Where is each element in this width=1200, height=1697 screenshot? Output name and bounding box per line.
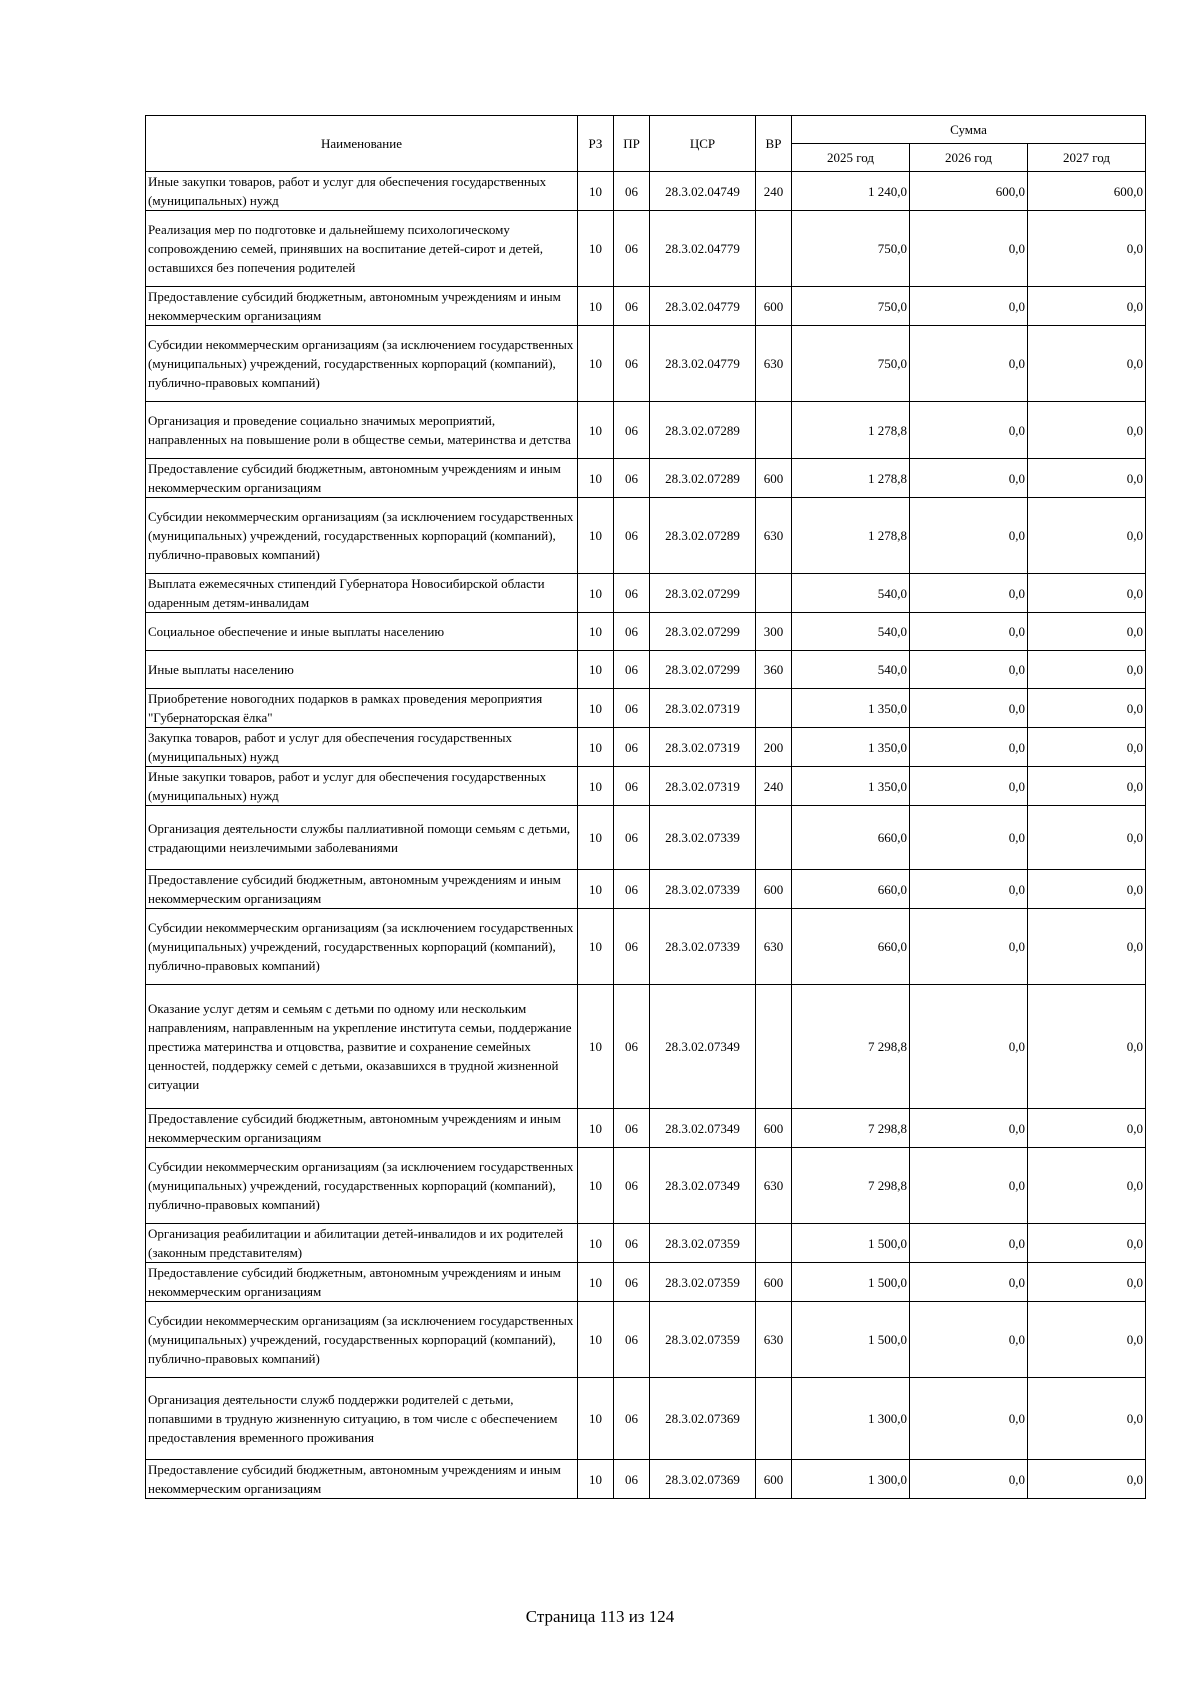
cell-name: Организация деятельности службы паллиативной помощи семьям с детьми, страдающими неизлечимыми заболеваниями bbox=[146, 806, 578, 870]
cell-csr: 28.3.02.04779 bbox=[650, 287, 756, 326]
cell-rz: 10 bbox=[578, 1302, 614, 1378]
cell-2025: 1 278,8 bbox=[792, 498, 910, 574]
cell-vr: 600 bbox=[756, 1109, 792, 1148]
cell-csr: 28.3.02.07339 bbox=[650, 870, 756, 909]
cell-vr bbox=[756, 985, 792, 1109]
cell-csr: 28.3.02.07359 bbox=[650, 1224, 756, 1263]
cell-2025: 750,0 bbox=[792, 326, 910, 402]
cell-pr: 06 bbox=[614, 1378, 650, 1460]
cell-2025: 1 278,8 bbox=[792, 459, 910, 498]
cell-rz: 10 bbox=[578, 909, 614, 985]
cell-2026: 0,0 bbox=[910, 806, 1028, 870]
cell-2026: 0,0 bbox=[910, 402, 1028, 459]
cell-pr: 06 bbox=[614, 689, 650, 728]
cell-2026: 0,0 bbox=[910, 1148, 1028, 1224]
cell-name: Субсидии некоммерческим организациям (за исключением государственных (муниципальных) учреждений, государственных корпораций (компаний), публично-правовых компаний) bbox=[146, 1302, 578, 1378]
cell-2027: 600,0 bbox=[1028, 172, 1146, 211]
table-row bbox=[146, 172, 1146, 211]
cell-rz: 10 bbox=[578, 1460, 614, 1499]
cell-2027: 0,0 bbox=[1028, 287, 1146, 326]
cell-2027: 0,0 bbox=[1028, 909, 1146, 985]
cell-2025: 1 240,0 bbox=[792, 172, 910, 211]
cell-2027: 0,0 bbox=[1028, 1148, 1146, 1224]
cell-pr: 06 bbox=[614, 326, 650, 402]
cell-csr: 28.3.02.07339 bbox=[650, 806, 756, 870]
cell-csr: 28.3.02.07319 bbox=[650, 728, 756, 767]
table-row bbox=[146, 613, 1146, 651]
cell-name: Реализация мер по подготовке и дальнейшему психологическому сопровождению семей, принявших на воспитание детей-сирот и детей, оставшихся без попечения родителей bbox=[146, 211, 578, 287]
cell-vr bbox=[756, 689, 792, 728]
cell-2026: 0,0 bbox=[910, 870, 1028, 909]
cell-rz: 10 bbox=[578, 574, 614, 613]
cell-2026: 0,0 bbox=[910, 1378, 1028, 1460]
cell-name: Организация реабилитации и абилитации детей-инвалидов и их родителей (законным представителям) bbox=[146, 1224, 578, 1263]
table-body bbox=[146, 172, 1146, 1499]
cell-2025: 7 298,8 bbox=[792, 1148, 910, 1224]
cell-rz: 10 bbox=[578, 806, 614, 870]
table-row bbox=[146, 459, 1146, 498]
budget-table bbox=[145, 115, 1146, 1499]
cell-2025: 1 300,0 bbox=[792, 1378, 910, 1460]
cell-vr bbox=[756, 1224, 792, 1263]
cell-name: Предоставление субсидий бюджетным, автономным учреждениям и иным некоммерческим организациям bbox=[146, 287, 578, 326]
cell-2027: 0,0 bbox=[1028, 689, 1146, 728]
cell-csr: 28.3.02.07299 bbox=[650, 651, 756, 689]
cell-2025: 1 350,0 bbox=[792, 689, 910, 728]
cell-name: Предоставление субсидий бюджетным, автономным учреждениям и иным некоммерческим организациям bbox=[146, 459, 578, 498]
cell-pr: 06 bbox=[614, 1148, 650, 1224]
cell-vr: 630 bbox=[756, 1302, 792, 1378]
cell-csr: 28.3.02.07349 bbox=[650, 1148, 756, 1224]
cell-pr: 06 bbox=[614, 1263, 650, 1302]
header-name: Наименование bbox=[146, 116, 578, 172]
cell-rz: 10 bbox=[578, 613, 614, 651]
cell-name: Организация деятельности служб поддержки родителей с детьми, попавшими в трудную жизненную ситуацию, в том числе с обеспечением предоставления временного проживания bbox=[146, 1378, 578, 1460]
cell-2026: 0,0 bbox=[910, 613, 1028, 651]
cell-rz: 10 bbox=[578, 459, 614, 498]
table-row bbox=[146, 1109, 1146, 1148]
table-row bbox=[146, 870, 1146, 909]
cell-pr: 06 bbox=[614, 1460, 650, 1499]
cell-2027: 0,0 bbox=[1028, 1460, 1146, 1499]
table-row bbox=[146, 689, 1146, 728]
cell-name: Иные закупки товаров, работ и услуг для обеспечения государственных (муниципальных) нужд bbox=[146, 172, 578, 211]
cell-rz: 10 bbox=[578, 287, 614, 326]
cell-2027: 0,0 bbox=[1028, 985, 1146, 1109]
cell-rz: 10 bbox=[578, 689, 614, 728]
cell-2025: 750,0 bbox=[792, 287, 910, 326]
cell-2025: 660,0 bbox=[792, 909, 910, 985]
cell-vr: 240 bbox=[756, 172, 792, 211]
cell-2026: 0,0 bbox=[910, 767, 1028, 806]
cell-vr bbox=[756, 402, 792, 459]
cell-csr: 28.3.02.07319 bbox=[650, 767, 756, 806]
cell-2025: 1 278,8 bbox=[792, 402, 910, 459]
cell-rz: 10 bbox=[578, 767, 614, 806]
cell-2026: 0,0 bbox=[910, 651, 1028, 689]
cell-2026: 0,0 bbox=[910, 574, 1028, 613]
cell-name: Оказание услуг детям и семьям с детьми по одному или нескольким направлениям, направленным на укрепление института семьи, поддержание престижа материнства и отцовства, развитие и сохранение семейных ценностей, поддержку семей с детьми, оказавшихся в трудной жизненной ситуации bbox=[146, 985, 578, 1109]
cell-csr: 28.3.02.07289 bbox=[650, 402, 756, 459]
table-row bbox=[146, 402, 1146, 459]
cell-rz: 10 bbox=[578, 1263, 614, 1302]
cell-2026: 0,0 bbox=[910, 211, 1028, 287]
cell-pr: 06 bbox=[614, 985, 650, 1109]
cell-csr: 28.3.02.07319 bbox=[650, 689, 756, 728]
cell-name: Иные закупки товаров, работ и услуг для обеспечения государственных (муниципальных) нужд bbox=[146, 767, 578, 806]
table-row bbox=[146, 574, 1146, 613]
cell-rz: 10 bbox=[578, 1109, 614, 1148]
cell-2027: 0,0 bbox=[1028, 806, 1146, 870]
table-row bbox=[146, 909, 1146, 985]
cell-vr: 630 bbox=[756, 909, 792, 985]
cell-name: Предоставление субсидий бюджетным, автономным учреждениям и иным некоммерческим организациям bbox=[146, 870, 578, 909]
cell-2025: 540,0 bbox=[792, 574, 910, 613]
cell-vr: 600 bbox=[756, 1460, 792, 1499]
cell-name: Иные выплаты населению bbox=[146, 651, 578, 689]
cell-pr: 06 bbox=[614, 728, 650, 767]
cell-2027: 0,0 bbox=[1028, 1109, 1146, 1148]
cell-vr bbox=[756, 211, 792, 287]
cell-name: Субсидии некоммерческим организациям (за исключением государственных (муниципальных) учреждений, государственных корпораций (компаний), публично-правовых компаний) bbox=[146, 1148, 578, 1224]
table-row bbox=[146, 1148, 1146, 1224]
cell-rz: 10 bbox=[578, 498, 614, 574]
cell-name: Предоставление субсидий бюджетным, автономным учреждениям и иным некоммерческим организациям bbox=[146, 1109, 578, 1148]
cell-2025: 660,0 bbox=[792, 806, 910, 870]
cell-pr: 06 bbox=[614, 1224, 650, 1263]
cell-2025: 1 500,0 bbox=[792, 1263, 910, 1302]
cell-2027: 0,0 bbox=[1028, 613, 1146, 651]
cell-pr: 06 bbox=[614, 498, 650, 574]
cell-pr: 06 bbox=[614, 211, 650, 287]
header-2026: 2026 год bbox=[910, 144, 1028, 172]
cell-2027: 0,0 bbox=[1028, 651, 1146, 689]
table-row bbox=[146, 287, 1146, 326]
cell-pr: 06 bbox=[614, 613, 650, 651]
cell-name: Социальное обеспечение и иные выплаты населению bbox=[146, 613, 578, 651]
cell-2027: 0,0 bbox=[1028, 211, 1146, 287]
cell-vr: 240 bbox=[756, 767, 792, 806]
cell-2025: 1 500,0 bbox=[792, 1224, 910, 1263]
cell-name: Субсидии некоммерческим организациям (за исключением государственных (муниципальных) учреждений, государственных корпораций (компаний), публично-правовых компаний) bbox=[146, 909, 578, 985]
cell-pr: 06 bbox=[614, 909, 650, 985]
cell-2026: 0,0 bbox=[910, 1460, 1028, 1499]
cell-vr: 300 bbox=[756, 613, 792, 651]
cell-name: Субсидии некоммерческим организациям (за исключением государственных (муниципальных) учреждений, государственных корпораций (компаний), публично-правовых компаний) bbox=[146, 498, 578, 574]
cell-rz: 10 bbox=[578, 326, 614, 402]
cell-name: Выплата ежемесячных стипендий Губернатора Новосибирской области одаренным детям-инвалидам bbox=[146, 574, 578, 613]
header-2027: 2027 год bbox=[1028, 144, 1146, 172]
header-sum: Сумма bbox=[792, 116, 1146, 144]
cell-csr: 28.3.02.07359 bbox=[650, 1302, 756, 1378]
cell-pr: 06 bbox=[614, 172, 650, 211]
cell-vr: 600 bbox=[756, 287, 792, 326]
cell-rz: 10 bbox=[578, 1378, 614, 1460]
cell-2027: 0,0 bbox=[1028, 326, 1146, 402]
cell-csr: 28.3.02.04779 bbox=[650, 211, 756, 287]
cell-vr: 360 bbox=[756, 651, 792, 689]
cell-csr: 28.3.02.07349 bbox=[650, 1109, 756, 1148]
cell-2026: 0,0 bbox=[910, 1302, 1028, 1378]
cell-csr: 28.3.02.07299 bbox=[650, 574, 756, 613]
cell-2027: 0,0 bbox=[1028, 728, 1146, 767]
table-row bbox=[146, 211, 1146, 287]
cell-2026: 0,0 bbox=[910, 459, 1028, 498]
table-row bbox=[146, 728, 1146, 767]
cell-rz: 10 bbox=[578, 1148, 614, 1224]
cell-2026: 0,0 bbox=[910, 287, 1028, 326]
cell-2027: 0,0 bbox=[1028, 1302, 1146, 1378]
cell-2025: 1 300,0 bbox=[792, 1460, 910, 1499]
cell-2027: 0,0 bbox=[1028, 402, 1146, 459]
cell-2025: 1 350,0 bbox=[792, 728, 910, 767]
cell-name: Организация и проведение социально значимых мероприятий, направленных на повышение роли в обществе семьи, материнства и детства bbox=[146, 402, 578, 459]
cell-name: Субсидии некоммерческим организациям (за исключением государственных (муниципальных) учреждений, государственных корпораций (компаний), публично-правовых компаний) bbox=[146, 326, 578, 402]
cell-2026: 600,0 bbox=[910, 172, 1028, 211]
cell-2027: 0,0 bbox=[1028, 1263, 1146, 1302]
header-csr: ЦСР bbox=[650, 116, 756, 172]
cell-2026: 0,0 bbox=[910, 728, 1028, 767]
cell-vr: 600 bbox=[756, 459, 792, 498]
table-row bbox=[146, 1302, 1146, 1378]
cell-2026: 0,0 bbox=[910, 326, 1028, 402]
header-pr: ПР bbox=[614, 116, 650, 172]
cell-name: Предоставление субсидий бюджетным, автономным учреждениям и иным некоммерческим организациям bbox=[146, 1263, 578, 1302]
cell-pr: 06 bbox=[614, 1302, 650, 1378]
cell-2025: 1 500,0 bbox=[792, 1302, 910, 1378]
cell-2027: 0,0 bbox=[1028, 767, 1146, 806]
table-row bbox=[146, 651, 1146, 689]
cell-name: Предоставление субсидий бюджетным, автономным учреждениям и иным некоммерческим организациям bbox=[146, 1460, 578, 1499]
cell-csr: 28.3.02.04749 bbox=[650, 172, 756, 211]
header-rz: РЗ bbox=[578, 116, 614, 172]
cell-pr: 06 bbox=[614, 767, 650, 806]
cell-csr: 28.3.02.07289 bbox=[650, 498, 756, 574]
cell-2026: 0,0 bbox=[910, 985, 1028, 1109]
cell-2025: 750,0 bbox=[792, 211, 910, 287]
cell-csr: 28.3.02.07349 bbox=[650, 985, 756, 1109]
cell-2025: 1 350,0 bbox=[792, 767, 910, 806]
cell-pr: 06 bbox=[614, 651, 650, 689]
cell-2026: 0,0 bbox=[910, 1109, 1028, 1148]
cell-rz: 10 bbox=[578, 651, 614, 689]
cell-rz: 10 bbox=[578, 985, 614, 1109]
cell-rz: 10 bbox=[578, 211, 614, 287]
cell-vr: 630 bbox=[756, 1148, 792, 1224]
cell-csr: 28.3.02.07289 bbox=[650, 459, 756, 498]
cell-2026: 0,0 bbox=[910, 1263, 1028, 1302]
cell-2025: 540,0 bbox=[792, 651, 910, 689]
cell-rz: 10 bbox=[578, 172, 614, 211]
table-row bbox=[146, 806, 1146, 870]
cell-2027: 0,0 bbox=[1028, 498, 1146, 574]
cell-2027: 0,0 bbox=[1028, 1224, 1146, 1263]
cell-vr: 630 bbox=[756, 498, 792, 574]
cell-2027: 0,0 bbox=[1028, 870, 1146, 909]
cell-rz: 10 bbox=[578, 728, 614, 767]
cell-csr: 28.3.02.07359 bbox=[650, 1263, 756, 1302]
cell-pr: 06 bbox=[614, 1109, 650, 1148]
table-row bbox=[146, 767, 1146, 806]
table-row bbox=[146, 1224, 1146, 1263]
cell-csr: 28.3.02.07369 bbox=[650, 1378, 756, 1460]
table-row bbox=[146, 985, 1146, 1109]
cell-2027: 0,0 bbox=[1028, 574, 1146, 613]
cell-vr: 600 bbox=[756, 1263, 792, 1302]
cell-2026: 0,0 bbox=[910, 1224, 1028, 1263]
cell-csr: 28.3.02.07299 bbox=[650, 613, 756, 651]
cell-2025: 7 298,8 bbox=[792, 985, 910, 1109]
cell-vr: 600 bbox=[756, 870, 792, 909]
cell-csr: 28.3.02.07369 bbox=[650, 1460, 756, 1499]
cell-pr: 06 bbox=[614, 574, 650, 613]
cell-pr: 06 bbox=[614, 402, 650, 459]
table-row bbox=[146, 498, 1146, 574]
cell-csr: 28.3.02.07339 bbox=[650, 909, 756, 985]
header-vr: ВР bbox=[756, 116, 792, 172]
cell-vr: 200 bbox=[756, 728, 792, 767]
table-row bbox=[146, 326, 1146, 402]
cell-csr: 28.3.02.04779 bbox=[650, 326, 756, 402]
table-row bbox=[146, 1378, 1146, 1460]
cell-name: Приобретение новогодних подарков в рамках проведения мероприятия "Губернаторская ёлка" bbox=[146, 689, 578, 728]
cell-2025: 660,0 bbox=[792, 870, 910, 909]
cell-2026: 0,0 bbox=[910, 498, 1028, 574]
table-row bbox=[146, 1263, 1146, 1302]
cell-2026: 0,0 bbox=[910, 689, 1028, 728]
cell-vr bbox=[756, 806, 792, 870]
cell-rz: 10 bbox=[578, 870, 614, 909]
cell-vr: 630 bbox=[756, 326, 792, 402]
cell-name: Закупка товаров, работ и услуг для обеспечения государственных (муниципальных) нужд bbox=[146, 728, 578, 767]
cell-rz: 10 bbox=[578, 402, 614, 459]
cell-rz: 10 bbox=[578, 1224, 614, 1263]
cell-pr: 06 bbox=[614, 459, 650, 498]
cell-pr: 06 bbox=[614, 870, 650, 909]
header-2025: 2025 год bbox=[792, 144, 910, 172]
cell-2025: 7 298,8 bbox=[792, 1109, 910, 1148]
cell-2025: 540,0 bbox=[792, 613, 910, 651]
cell-pr: 06 bbox=[614, 287, 650, 326]
cell-vr bbox=[756, 574, 792, 613]
cell-2027: 0,0 bbox=[1028, 459, 1146, 498]
page-number: Страница 113 из 124 bbox=[525, 1607, 675, 1626]
cell-pr: 06 bbox=[614, 806, 650, 870]
cell-2027: 0,0 bbox=[1028, 1378, 1146, 1460]
table-row bbox=[146, 1460, 1146, 1499]
cell-2026: 0,0 bbox=[910, 909, 1028, 985]
cell-vr bbox=[756, 1378, 792, 1460]
